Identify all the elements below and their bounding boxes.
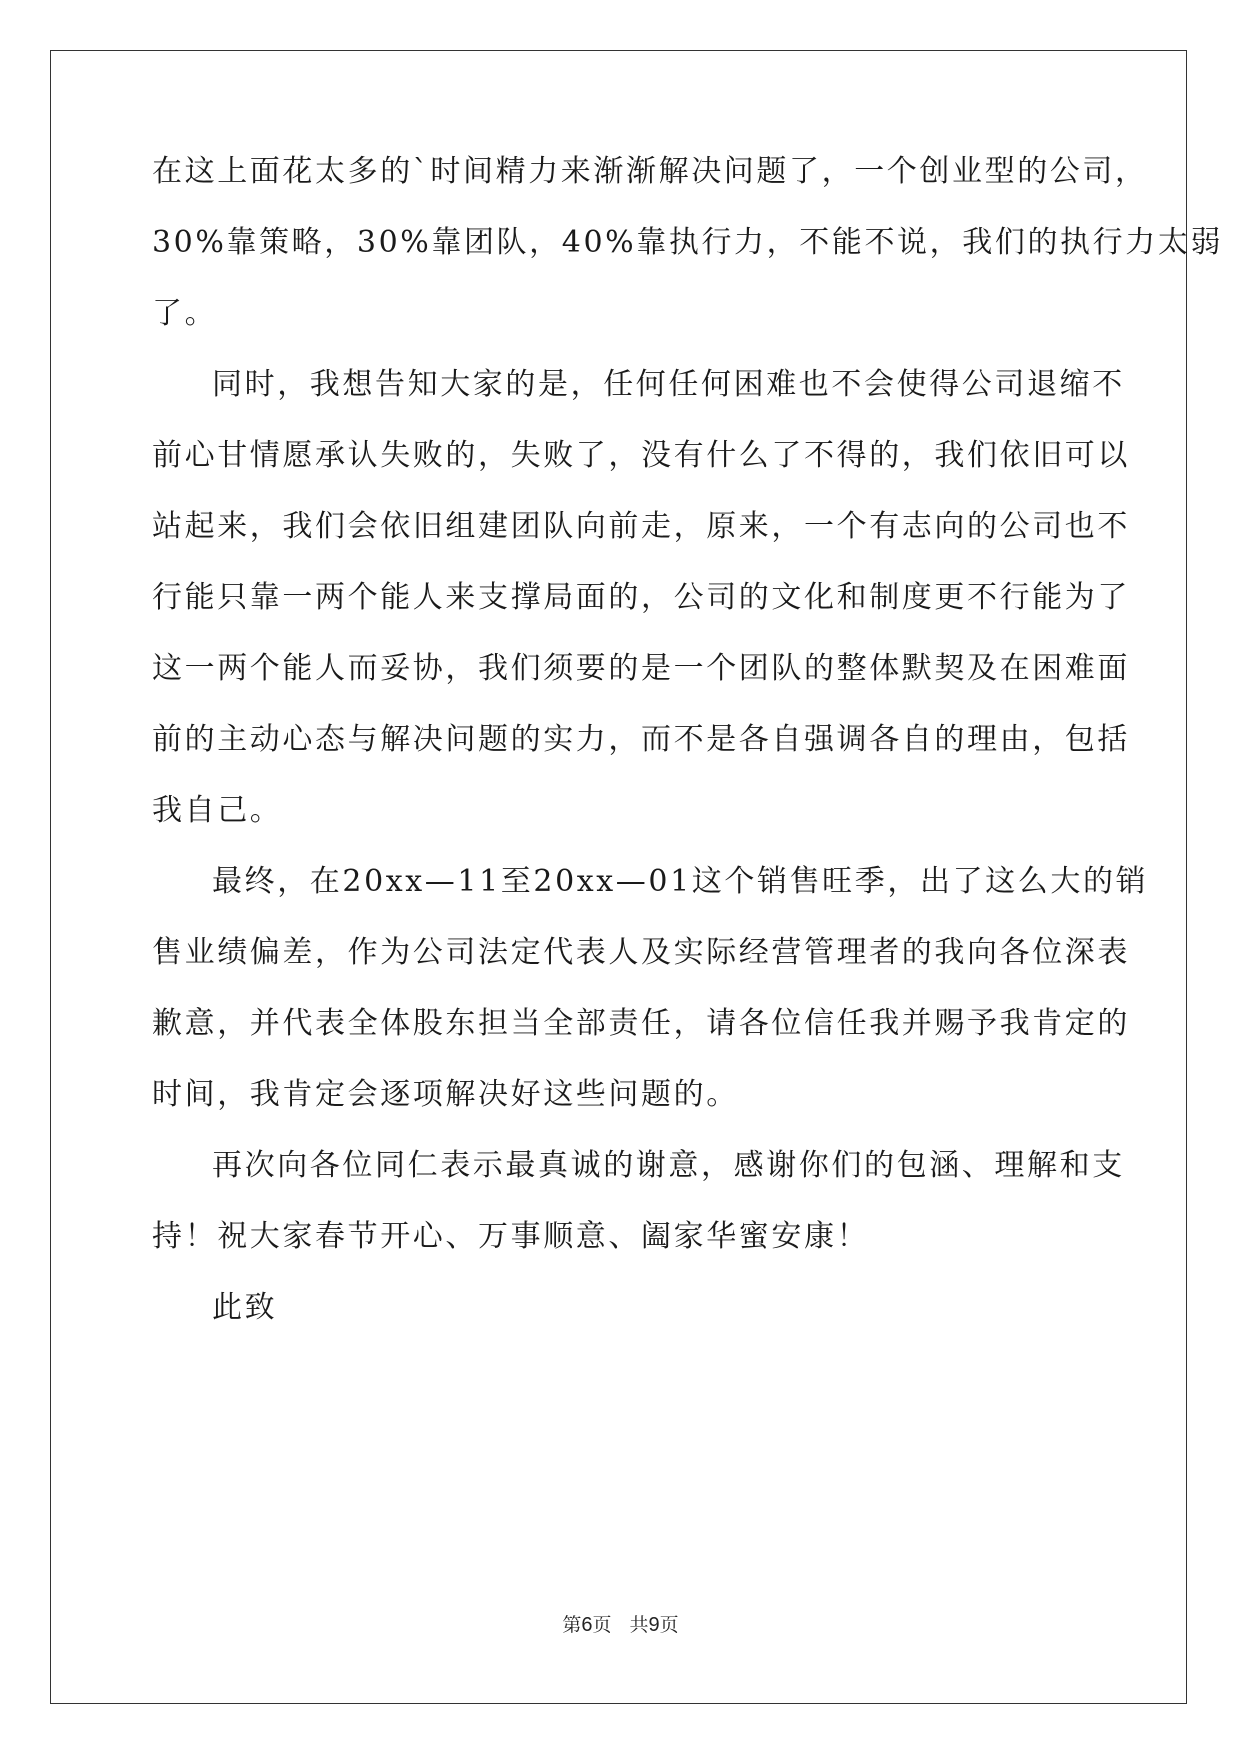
- page-total: 9: [648, 1614, 660, 1636]
- page-suffix: 页: [592, 1614, 612, 1636]
- body-line-10: 我自己。: [152, 793, 283, 828]
- body-line-12: 售业绩偏差，作为公司法定代表人及实际经营管理者的我向各位深表: [152, 935, 1130, 970]
- page-current: 6: [581, 1614, 593, 1636]
- closing-line: 此致: [212, 1290, 278, 1325]
- body-line-6: 站起来，我们会依旧组建团队向前走，原来，一个有志向的公司也不: [152, 509, 1130, 544]
- body-line-13: 歉意，并代表全体股东担当全部责任，请各位信任我并赐予我肯定的: [152, 1006, 1130, 1041]
- body-line-3: 了。: [152, 296, 218, 331]
- body-line-2: 30%靠策略，30%靠团队，40%靠执行力，不能不说，我们的执行力太弱: [152, 225, 1224, 260]
- total-suffix: 页: [659, 1614, 679, 1636]
- body-line-15: 再次向各位同仁表示最真诚的谢意，感谢你们的包涵、理解和支: [212, 1148, 1125, 1183]
- body-line-14: 时间，我肯定会逐项解决好这些问题的。: [152, 1077, 739, 1112]
- body-line-9: 前的主动心态与解决问题的实力，而不是各自强调各自的理由，包括: [152, 722, 1130, 757]
- body-line-1: 在这上面花太多的`时间精力来渐渐解决问题了，一个创业型的公司，: [152, 154, 1148, 189]
- page-prefix: 第: [562, 1614, 582, 1636]
- body-line-4: 同时，我想告知大家的是，任何任何困难也不会使得公司退缩不: [212, 367, 1125, 402]
- body-line-5: 前心甘情愿承认失败的，失败了，没有什么了不得的，我们依旧可以: [152, 438, 1130, 473]
- body-line-7: 行能只靠一两个能人来支撑局面的，公司的文化和制度更不行能为了: [152, 580, 1130, 615]
- body-line-11: 最终，在20xx—11至20xx—01这个销售旺季，出了这么大的销: [212, 864, 1149, 899]
- total-prefix: 共: [629, 1614, 649, 1636]
- body-line-8: 这一两个能人而妥协，我们须要的是一个团队的整体默契及在困难面: [152, 651, 1130, 686]
- body-line-16: 持！祝大家春节开心、万事顺意、阖家华蜜安康！: [152, 1219, 870, 1254]
- page-footer: [0, 1613, 1241, 1637]
